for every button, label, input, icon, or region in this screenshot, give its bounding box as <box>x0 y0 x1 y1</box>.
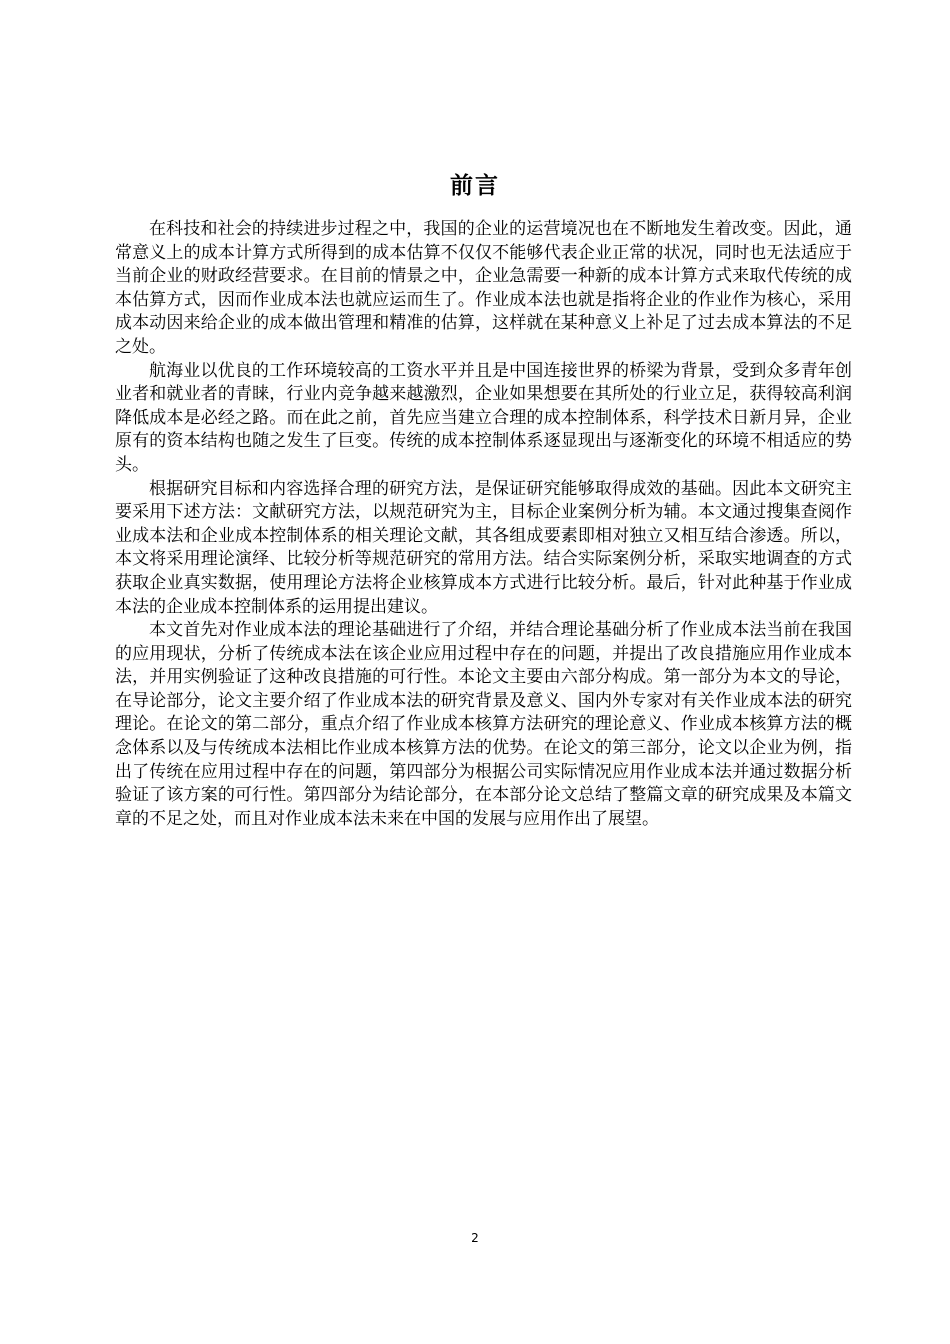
paragraph-structure: 本文首先对作业成本法的理论基础进行了介绍，并结合理论基础分析了作业成本法当前在我国的应用现状，分析了传统成本法在该企业应用过程中存在的问题，并提出了改良措施应用作业成本法，并用实例验证了这种改良措施的可行性。本论文主要由六部分构成。第一部分为本文的导论，在导论部分，论文主要介绍了作业成本法的研究背景及意义、国内外专家对有关作业成本法的研究理论。在论文的第二部分，重点介绍了作业成本核算方法研究的理论意义、作业成本核算方法的概念体系以及与传统成本法相比作业成本核算方法的优势。在论文的第三部分，论文以企业为例，指出了传统在应用过程中存在的问题，第四部分为根据公司实际情况应用作业成本法并通过数据分析验证了该方案的可行性。第四部分为结论部分，在本部分论文总结了整篇文章的研究成果及本篇文章的不足之处，而且对作业成本法未来在中国的发展与应用作出了展望。 <box>115 620 852 829</box>
document-body <box>115 218 852 831</box>
paragraph-background: 航海业以优良的工作环境较高的工资水平并且是中国连接世界的桥梁为背景，受到众多青年创业者和就业者的青睐，行业内竞争越来越激烈，企业如果想要在其所处的行业立足，获得较高利润降低成本是必经之路。而在此之前，首先应当建立合理的成本控制体系，科学技术日新月异，企业原有的资本结构也随之发生了巨变。传统的成本控制体系逐显现出与逐渐变化的环境不相适应的势头。 <box>115 360 852 475</box>
page-title: 前言 <box>450 173 500 199</box>
paragraph-methods: 根据研究目标和内容选择合理的研究方法，是保证研究能够取得成效的基础。因此本文研究主要采用下述方法：文献研究方法，以规范研究为主，目标企业案例分析为辅。本文通过搜集查阅作业成本法和企业成本控制体系的相关理论文献，其各组成要素即相对独立又相互结合渗透。所以，本文将采用理论演绎、比较分析等规范研究的常用方法。结合实际案例分析，采取实地调查的方式获取企业真实数据，使用理论方法将企业核算成本方式进行比较分析。最后，针对此种基于作业成本法的企业成本控制体系的运用提出建议。 <box>115 478 852 617</box>
paragraph-intro: 在科技和社会的持续进步过程之中，我国的企业的运营境况也在不断地发生着改变。因此，通常意义上的成本计算方式所得到的成本估算不仅仅不能够代表企业正常的状况，同时也无法适应于当前企业的财政经营要求。在目前的情景之中，企业急需要一种新的成本计算方式来取代传统的成本估算方式，因而作业成本法也就应运而生了。作业成本法也就是指将企业的作业作为核心，采用成本动因来给企业的成本做出管理和精准的估算，这样就在某种意义上补足了过去成本算法的不足之处。 <box>115 219 852 357</box>
page-number: 2 <box>471 1231 479 1245</box>
